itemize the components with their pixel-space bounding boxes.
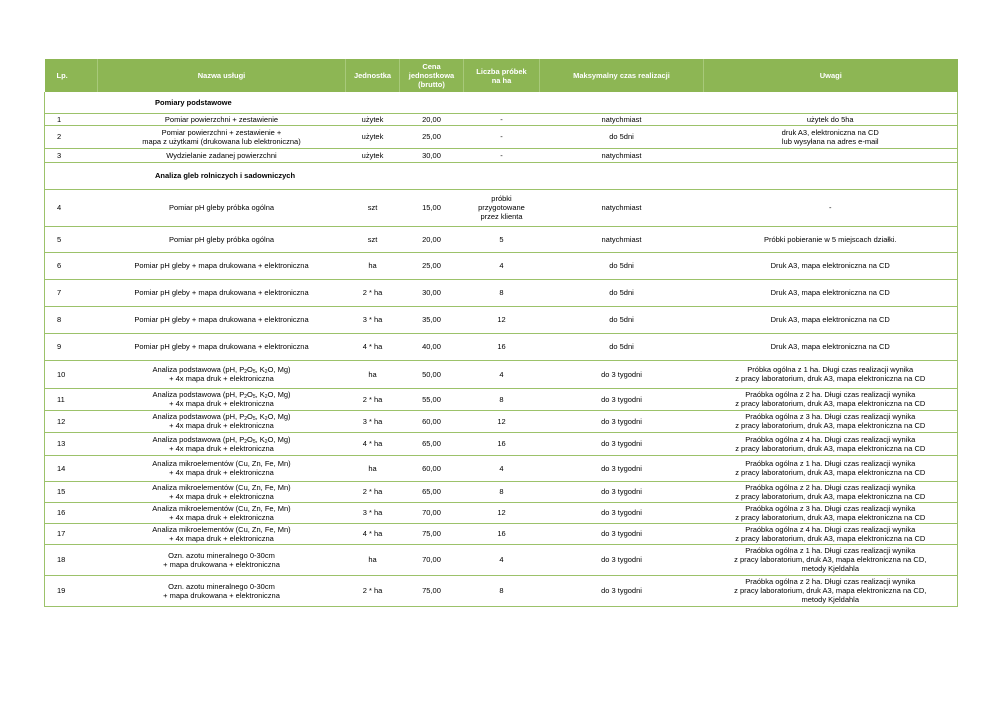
time-cell: do 5dni (540, 306, 704, 333)
time-cell: do 3 tygodni (540, 455, 704, 481)
table-header-row (45, 59, 958, 92)
section-title: Analiza gleb rolniczych i sadowniczych (45, 162, 958, 189)
samples-cell-line: 5 (499, 234, 504, 244)
header-price (400, 59, 464, 92)
notes-cell-line: z pracy laboratorium, druk A3, mapa elektroniczna na CD (735, 533, 926, 543)
notes-cell (704, 360, 958, 388)
time-cell: natychmiast (540, 226, 704, 252)
price-cell: 20,00 (400, 113, 464, 125)
service-name-line: + 4x mapa druk + elektroniczna (169, 512, 274, 522)
samples-cell (464, 575, 540, 606)
samples-cell-line: 4 (499, 555, 504, 564)
samples-cell (464, 189, 540, 226)
service-name-line: Pomiar powierzchni + zestawienie (164, 114, 279, 124)
price-cell: 25,00 (400, 252, 464, 279)
table-row (45, 226, 958, 252)
notes-cell (704, 432, 958, 455)
row-number: 18 (45, 544, 98, 575)
row-number: 11 (45, 388, 98, 410)
price-cell: 30,00 (400, 279, 464, 306)
notes-cell (704, 113, 958, 125)
unit-cell: 2 * ha (346, 481, 400, 502)
service-name-line: + 4x mapa druk + elektroniczna (169, 533, 274, 543)
service-name (98, 432, 346, 455)
service-name-line: Analiza podstawowa (pH, $P_2O_5$, $K_2O$, Mg) (152, 434, 291, 445)
samples-cell (464, 432, 540, 455)
service-name (98, 544, 346, 575)
row-number: 9 (45, 333, 98, 360)
unit-cell: użytek (346, 148, 400, 162)
header-name: Nazwa usługi (98, 59, 346, 92)
time-cell: do 3 tygodni (540, 575, 704, 606)
notes-cell-line: Druk A3, mapa elektroniczna na CD (770, 288, 890, 297)
header-price-line: (brutto) (418, 80, 445, 89)
service-name-line: Pomiar pH gleby + mapa drukowana + elektroniczna (134, 261, 309, 270)
service-name (98, 481, 346, 502)
samples-cell-line: 16 (497, 342, 506, 351)
row-number: 19 (45, 575, 98, 606)
service-name (98, 125, 346, 148)
table-row (45, 481, 958, 502)
samples-cell (464, 113, 540, 125)
price-cell: 65,00 (400, 481, 464, 502)
service-name-line: Pomiar pH gleby próbka ogólna (168, 234, 275, 244)
table-row (45, 189, 958, 226)
unit-cell: użytek (346, 125, 400, 148)
service-name-line: Analiza podstawowa (pH, $P_2O_5$, $K_2O$, Mg) (152, 412, 291, 422)
samples-cell-line: 16 (497, 439, 506, 448)
row-number: 8 (45, 306, 98, 333)
row-number: 12 (45, 410, 98, 432)
notes-cell-line: Praóbka ogólna z 2 ha. Długi czas realizacji wynika (745, 482, 916, 492)
row-number: 16 (45, 502, 98, 523)
time-cell: do 3 tygodni (540, 481, 704, 502)
samples-cell (464, 125, 540, 148)
unit-cell: 3 * ha (346, 410, 400, 432)
notes-cell-line: użytek do 5ha (806, 114, 854, 124)
service-name-line: + 4x mapa druk + elektroniczna (169, 491, 274, 501)
table-row (45, 432, 958, 455)
notes-cell-line: Praóbka ogólna z 1 ha. Długi czas realizacji wynika (745, 459, 916, 468)
row-number: 6 (45, 252, 98, 279)
samples-cell-line: przygotowane (478, 203, 525, 212)
time-cell: do 3 tygodni (540, 432, 704, 455)
samples-cell-line: 12 (497, 315, 506, 324)
notes-cell (704, 226, 958, 252)
table-row (45, 544, 958, 575)
samples-cell (464, 252, 540, 279)
service-name (98, 113, 346, 125)
section-title: Pomiary podstawowe (45, 92, 958, 113)
header-lp: Lp. (45, 59, 98, 92)
service-name (98, 252, 346, 279)
notes-cell-line: Praóbka ogólna z 4 ha. Długi czas realizacji wynika (745, 434, 916, 444)
notes-cell (704, 481, 958, 502)
service-name-line: Analiza mikroelementów (Cu, Zn, Fe, Mn) (152, 459, 291, 468)
service-name-line: Pomiar powierzchni + zestawienie + (161, 127, 282, 137)
time-cell: do 3 tygodni (540, 544, 704, 575)
price-cell: 15,00 (400, 189, 464, 226)
price-cell: 20,00 (400, 226, 464, 252)
samples-cell (464, 455, 540, 481)
samples-cell-line: 8 (499, 394, 504, 404)
unit-cell: szt (346, 189, 400, 226)
price-cell: 40,00 (400, 333, 464, 360)
samples-cell (464, 410, 540, 432)
samples-cell-line: 12 (497, 416, 506, 426)
unit-cell: ha (346, 360, 400, 388)
samples-cell (464, 481, 540, 502)
price-cell: 60,00 (400, 410, 464, 432)
notes-cell-line: lub wysyłana na adres e-mail (781, 136, 879, 146)
price-cell: 35,00 (400, 306, 464, 333)
service-name-line: Analiza podstawowa (pH, $P_2O_5$, $K_2O$, Mg) (152, 390, 291, 400)
service-name (98, 455, 346, 481)
service-name-line: Ozn. azotu mineralnego 0-30cm (168, 581, 275, 591)
time-cell: do 3 tygodni (540, 388, 704, 410)
price-cell: 55,00 (400, 388, 464, 410)
time-cell: do 5dni (540, 333, 704, 360)
notes-cell-line: z pracy laboratorium, druk A3, mapa elektroniczna na CD (735, 421, 926, 430)
table-row (45, 360, 958, 388)
time-cell: do 3 tygodni (540, 523, 704, 544)
samples-cell-line: 4 (499, 463, 504, 473)
notes-cell-line: Druk A3, mapa elektroniczna na CD (770, 315, 890, 324)
samples-cell (464, 502, 540, 523)
row-number: 10 (45, 360, 98, 388)
table-row (45, 575, 958, 606)
table-row (45, 502, 958, 523)
notes-cell (704, 523, 958, 544)
samples-cell-line: 4 (499, 369, 504, 379)
samples-cell-line: przez klienta (480, 212, 523, 221)
notes-cell (704, 252, 958, 279)
service-name (98, 523, 346, 544)
table-row (45, 252, 958, 279)
price-cell: 30,00 (400, 148, 464, 162)
service-name (98, 189, 346, 226)
unit-cell: ha (346, 544, 400, 575)
notes-cell-line: Praóbka ogólna z 3 ha. Długi czas realizacji wynika (745, 503, 916, 513)
notes-cell-line: Próbka ogólna z 1 ha. Długi czas realizacji wynika (747, 365, 914, 374)
notes-cell-line: metody Kjeldahla (801, 595, 860, 604)
service-name-line: + mapa drukowana + elektroniczna (163, 590, 280, 600)
table-row (45, 455, 958, 481)
notes-cell (704, 279, 958, 306)
samples-cell-line: 12 (497, 508, 506, 517)
service-name-line: Analiza podstawowa (pH, $P_2O_5$, $K_2O$, Mg) (152, 365, 291, 375)
table-row (45, 388, 958, 410)
notes-cell-line: Druk A3, mapa elektroniczna na CD (770, 261, 890, 270)
price-cell: 70,00 (400, 544, 464, 575)
notes-cell (704, 502, 958, 523)
unit-cell: 4 * ha (346, 523, 400, 544)
header-samples-line: na ha (491, 75, 512, 85)
service-name (98, 502, 346, 523)
unit-cell: szt (346, 226, 400, 252)
samples-cell-line: - (500, 150, 503, 160)
service-name (98, 410, 346, 432)
service-name-line: mapa z użytkami (drukowana lub elektroniczna) (142, 136, 301, 146)
service-name (98, 226, 346, 252)
samples-cell (464, 279, 540, 306)
time-cell: do 5dni (540, 125, 704, 148)
price-cell: 75,00 (400, 523, 464, 544)
table-row (45, 410, 958, 432)
header-price-line: Cena (422, 62, 441, 71)
service-name-line: Pomiar pH gleby + mapa drukowana + elektroniczna (134, 288, 309, 297)
samples-cell (464, 148, 540, 162)
service-name (98, 333, 346, 360)
table-row (45, 148, 958, 162)
header-time: Maksymalny czas realizacji (540, 59, 704, 92)
samples-cell (464, 333, 540, 360)
unit-cell: 4 * ha (346, 333, 400, 360)
notes-cell (704, 189, 958, 226)
notes-cell-line: druk A3, elektroniczna na CD (781, 127, 879, 137)
unit-cell: ha (346, 252, 400, 279)
header-notes: Uwagi (704, 59, 958, 92)
price-cell: 75,00 (400, 575, 464, 606)
row-number: 17 (45, 523, 98, 544)
time-cell: natychmiast (540, 113, 704, 125)
unit-cell: 3 * ha (346, 306, 400, 333)
time-cell: natychmiast (540, 189, 704, 226)
time-cell: do 3 tygodni (540, 410, 704, 432)
samples-cell-line: 8 (499, 487, 504, 496)
samples-cell (464, 544, 540, 575)
row-number: 2 (45, 125, 98, 148)
notes-cell-line: Praóbka ogólna z 3 ha. Długi czas realizacji wynika (745, 412, 916, 421)
notes-cell-line: z pracy laboratorium, druk A3, mapa elektroniczna na CD (735, 443, 926, 453)
row-number: 1 (45, 113, 98, 125)
time-cell: do 5dni (540, 279, 704, 306)
price-cell: 60,00 (400, 455, 464, 481)
price-list-table (44, 59, 958, 607)
table-row (45, 113, 958, 125)
notes-cell (704, 544, 958, 575)
price-cell: 70,00 (400, 502, 464, 523)
price-cell: 65,00 (400, 432, 464, 455)
price-cell: 50,00 (400, 360, 464, 388)
notes-cell-line: Druk A3, mapa elektroniczna na CD (770, 342, 890, 351)
samples-cell (464, 226, 540, 252)
service-name-line: + mapa drukowana + elektroniczna (163, 559, 280, 569)
notes-cell (704, 125, 958, 148)
service-name-line: + 4x mapa druk + elektroniczna (169, 443, 274, 453)
service-name-line: Analiza mikroelementów (Cu, Zn, Fe, Mn) (152, 524, 291, 534)
table-body (45, 92, 958, 606)
samples-cell (464, 388, 540, 410)
notes-cell (704, 455, 958, 481)
header-price-line: jednostkowa (408, 71, 455, 80)
samples-cell-line: - (500, 114, 503, 124)
service-name-line: Ozn. azotu mineralnego 0-30cm (168, 550, 275, 560)
service-name-line: + 4x mapa druk + elektroniczna (169, 374, 274, 383)
samples-cell (464, 523, 540, 544)
service-name-line: Pomiar pH gleby + mapa drukowana + elektroniczna (134, 342, 309, 351)
header-samples (464, 59, 540, 92)
header-unit: Jednostka (346, 59, 400, 92)
notes-cell (704, 148, 958, 162)
notes-cell (704, 333, 958, 360)
notes-cell-line: z pracy laboratorium, druk A3, mapa elektroniczna na CD (735, 468, 926, 477)
table-row (45, 333, 958, 360)
time-cell: natychmiast (540, 148, 704, 162)
samples-cell-line: 8 (499, 288, 504, 297)
service-name (98, 306, 346, 333)
row-number: 4 (45, 189, 98, 226)
samples-cell-line: 16 (497, 529, 506, 538)
service-name (98, 148, 346, 162)
row-number: 7 (45, 279, 98, 306)
unit-cell: 2 * ha (346, 575, 400, 606)
table-row (45, 523, 958, 544)
section-header-row (45, 162, 958, 189)
row-number: 14 (45, 455, 98, 481)
notes-cell-line: z pracy laboratorium, druk A3, mapa elektroniczna na CD (735, 399, 926, 408)
notes-cell-line: z pracy laboratorium, druk A3, mapa elektroniczna na CD, (734, 555, 927, 564)
unit-cell: użytek (346, 113, 400, 125)
table-row (45, 125, 958, 148)
notes-cell-line: z pracy laboratorium, druk A3, mapa elektroniczna na CD, (734, 586, 927, 595)
service-name-line: Pomiar pH gleby próbka ogólna (168, 203, 275, 212)
service-name (98, 279, 346, 306)
samples-cell-line: 8 (499, 586, 504, 595)
notes-cell-line: Praóbka ogólna z 2 ha. Długi czas realizacji wynika (745, 577, 916, 586)
header-samples-line: Liczba próbek (476, 66, 527, 76)
notes-cell-line: Praóbka ogólna z 2 ha. Długi czas realizacji wynika (745, 390, 916, 399)
notes-cell-line: z pracy laboratorium, druk A3, mapa elektroniczna na CD (735, 374, 926, 383)
notes-cell-line: Próbki pobieranie w 5 miejscach działki. (763, 234, 897, 244)
notes-cell (704, 306, 958, 333)
unit-cell: 2 * ha (346, 279, 400, 306)
samples-cell-line: 4 (499, 261, 504, 270)
unit-cell: ha (346, 455, 400, 481)
service-name-line: + 4x mapa druk + elektroniczna (169, 399, 274, 408)
row-number: 13 (45, 432, 98, 455)
service-name-line: Pomiar pH gleby + mapa drukowana + elektroniczna (134, 315, 309, 324)
service-name (98, 575, 346, 606)
samples-cell (464, 360, 540, 388)
service-name-line: Analiza mikroelementów (Cu, Zn, Fe, Mn) (152, 482, 291, 492)
price-cell: 25,00 (400, 125, 464, 148)
notes-cell (704, 575, 958, 606)
service-name-line: + 4x mapa druk + elektroniczna (169, 468, 274, 477)
service-name-line: + 4x mapa druk + elektroniczna (169, 421, 274, 430)
service-name (98, 388, 346, 410)
service-name (98, 360, 346, 388)
service-name-line: Wydzielanie zadanej powierzchni (166, 150, 277, 160)
time-cell: do 3 tygodni (540, 502, 704, 523)
samples-cell-line: próbki (491, 194, 512, 203)
notes-cell-line: z pracy laboratorium, druk A3, mapa elektroniczna na CD (735, 512, 926, 522)
time-cell: do 3 tygodni (540, 360, 704, 388)
time-cell: do 5dni (540, 252, 704, 279)
notes-cell-line: Praóbka ogólna z 1 ha. Długi czas realizacji wynika (745, 546, 916, 555)
notes-cell-line: Praóbka ogólna z 4 ha. Długi czas realizacji wynika (745, 524, 916, 534)
section-header-row (45, 92, 958, 113)
table-row (45, 279, 958, 306)
unit-cell: 4 * ha (346, 432, 400, 455)
notes-cell (704, 410, 958, 432)
notes-cell (704, 388, 958, 410)
service-name-line: Analiza mikroelementów (Cu, Zn, Fe, Mn) (152, 503, 291, 513)
samples-cell-line: - (500, 132, 503, 141)
row-number: 5 (45, 226, 98, 252)
unit-cell: 3 * ha (346, 502, 400, 523)
notes-cell-line: z pracy laboratorium, druk A3, mapa elektroniczna na CD (735, 491, 926, 501)
samples-cell (464, 306, 540, 333)
table-row (45, 306, 958, 333)
notes-cell-line: - (829, 203, 832, 212)
notes-cell-line: metody Kjeldahla (801, 564, 860, 573)
unit-cell: 2 * ha (346, 388, 400, 410)
row-number: 15 (45, 481, 98, 502)
row-number: 3 (45, 148, 98, 162)
